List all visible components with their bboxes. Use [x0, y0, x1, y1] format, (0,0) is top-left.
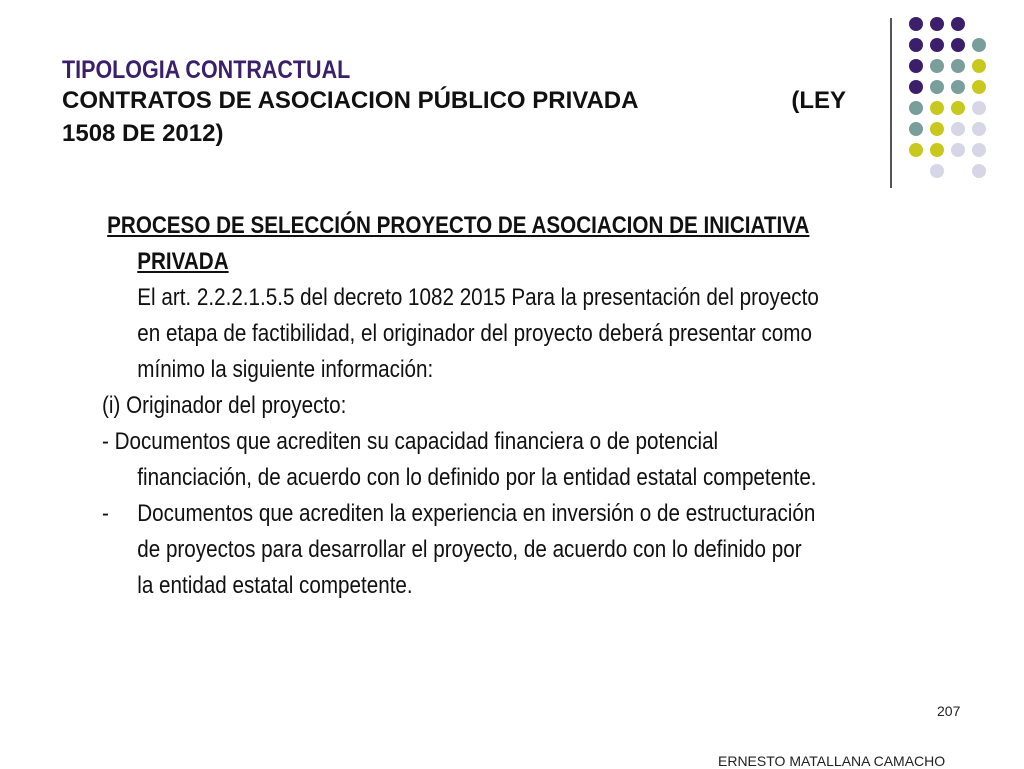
title-main-right: (LEY [791, 87, 846, 114]
decorative-dot [951, 38, 965, 52]
item-originator: (i) Originador del proyecto: [102, 392, 347, 419]
vertical-divider [890, 18, 892, 188]
decorative-dot [930, 143, 944, 157]
decorative-dot [951, 122, 965, 136]
page-number: 207 [937, 703, 961, 719]
decorative-dot [909, 101, 923, 115]
decorative-dot [972, 38, 986, 52]
decorative-dot [951, 59, 965, 73]
decorative-dot [951, 143, 965, 157]
decorative-dot [930, 164, 944, 178]
decorative-dot [972, 59, 986, 73]
decorative-dot [930, 101, 944, 115]
intro-line3: mínimo la siguiente información: [137, 356, 434, 383]
decorative-dot [972, 143, 986, 157]
slide-body [102, 208, 954, 604]
section-heading-line2: PRIVADA [137, 248, 229, 275]
slide-title [62, 56, 862, 150]
title-category: TIPOLOGIA CONTRACTUAL [62, 56, 351, 84]
decorative-dot [909, 59, 923, 73]
decorative-dot [972, 80, 986, 94]
decorative-dot [951, 80, 965, 94]
decorative-dot [930, 59, 944, 73]
bullet2-line2: de proyectos para desarrollar el proyecto, de acuerdo con lo definido por [137, 536, 802, 563]
bullet1-line1: - Documentos que acrediten su capacidad financiera o de potencial [102, 428, 719, 455]
bullet2-line3: la entidad estatal competente. [137, 572, 413, 599]
decorative-dot [972, 122, 986, 136]
decorative-dot [972, 101, 986, 115]
bullet2-line1 [102, 496, 835, 532]
decorative-dot [930, 38, 944, 52]
decorative-dot [951, 17, 965, 31]
author-footer: ERNESTO MATALLANA CAMACHO [718, 753, 946, 769]
intro-line2: en etapa de factibilidad, el originador del proyecto deberá presentar como [137, 320, 812, 347]
decorative-dot [909, 80, 923, 94]
decorative-dot [909, 38, 923, 52]
decorative-dot [972, 164, 986, 178]
decorative-dot-grid [902, 10, 1012, 170]
bullet2-dash: - [102, 500, 109, 527]
decorative-dot [909, 122, 923, 136]
decorative-dot [930, 122, 944, 136]
bullet2-text: Documentos que acrediten la experiencia en inversión o de estructuración [137, 500, 816, 527]
title-main-left: CONTRATOS DE ASOCIACION PÚBLICO PRIVADA [62, 87, 639, 114]
title-law: 1508 DE 2012) [62, 120, 224, 147]
decorative-dot [930, 17, 944, 31]
decorative-dot [951, 101, 965, 115]
decorative-dot [930, 80, 944, 94]
title-main [62, 84, 846, 117]
intro-line1: El art. 2.2.2.1.5.5 del decreto 1082 2015 Para la presentación del proyecto [137, 284, 819, 311]
decorative-dot [909, 17, 923, 31]
bullet1-line2: financiación, de acuerdo con lo definido por la entidad estatal competente. [137, 464, 817, 491]
section-heading-line1: PROCESO DE SELECCIÓN PROYECTO DE ASOCIACION DE INICIATIVA [107, 212, 810, 239]
decorative-dot [909, 143, 923, 157]
